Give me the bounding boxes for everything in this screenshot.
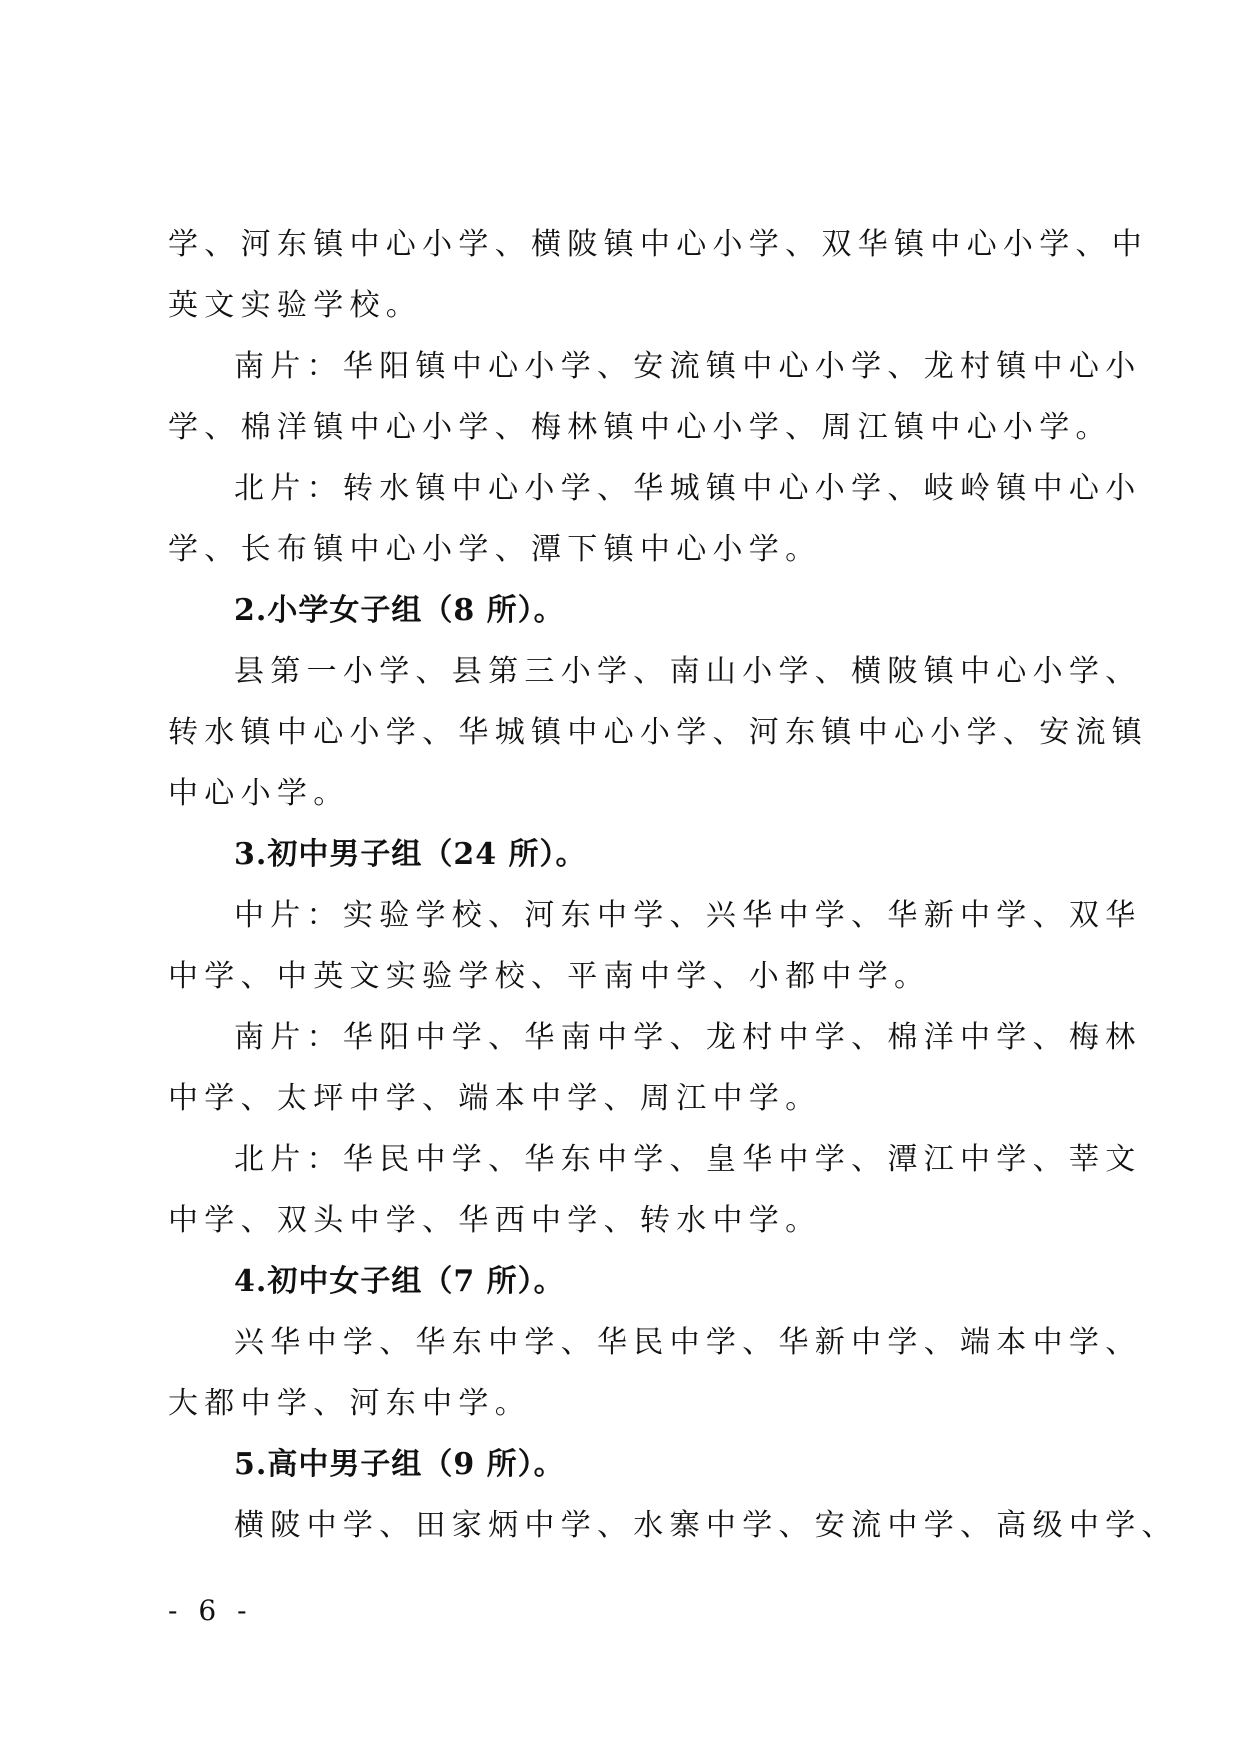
section-heading: 4.初中女子组（7 所）。 — [234, 1264, 565, 1299]
text-line: 学、河东镇中心小学、横陂镇中心小学、双华镇中心小学、中 — [168, 227, 1149, 262]
text-line: 转水镇中心小学、华城镇中心小学、河东镇中心小学、安流镇 — [168, 715, 1149, 750]
text-line: 大都中学、河东中学。 — [168, 1386, 531, 1421]
section-heading: 2.小学女子组（8 所）。 — [234, 593, 565, 628]
paragraph-line: 横陂中学、田家炳中学、水寨中学、安流中学、高级中学、 — [234, 1508, 1178, 1543]
paragraph-line: 中片：实验学校、河东中学、兴华中学、华新中学、双华 — [234, 898, 1142, 933]
body-text — [168, 214, 1178, 1556]
page-number: - 6 - — [168, 1594, 253, 1627]
paragraph-line: 县第一小学、县第三小学、南山小学、横陂镇中心小学、 — [234, 654, 1142, 689]
paragraph-line: 南片：华阳中学、华南中学、龙村中学、棉洋中学、梅林 — [234, 1020, 1142, 1055]
text-line: 中学、中英文实验学校、平南中学、小都中学。 — [168, 959, 931, 994]
section-heading: 3.初中男子组（24 所）。 — [234, 837, 587, 872]
text-line: 学、棉洋镇中心小学、梅林镇中心小学、周江镇中心小学。 — [168, 410, 1112, 445]
text-line: 中学、太坪中学、端本中学、周江中学。 — [168, 1081, 822, 1116]
text-line: 英文实验学校。 — [168, 288, 423, 323]
paragraph-line: 北片：华民中学、华东中学、皇华中学、潭江中学、莘文 — [234, 1142, 1142, 1177]
text-line: 中学、双头中学、华西中学、转水中学。 — [168, 1203, 822, 1238]
section-heading: 5.高中男子组（9 所）。 — [234, 1447, 565, 1482]
text-line: 中心小学。 — [168, 776, 350, 811]
paragraph-line: 兴华中学、华东中学、华民中学、华新中学、端本中学、 — [234, 1325, 1142, 1360]
text-line: 学、长布镇中心小学、潭下镇中心小学。 — [168, 532, 822, 567]
paragraph-line: 南片：华阳镇中心小学、安流镇中心小学、龙村镇中心小 — [234, 349, 1142, 384]
paragraph-line: 北片：转水镇中心小学、华城镇中心小学、岐岭镇中心小 — [234, 471, 1142, 506]
